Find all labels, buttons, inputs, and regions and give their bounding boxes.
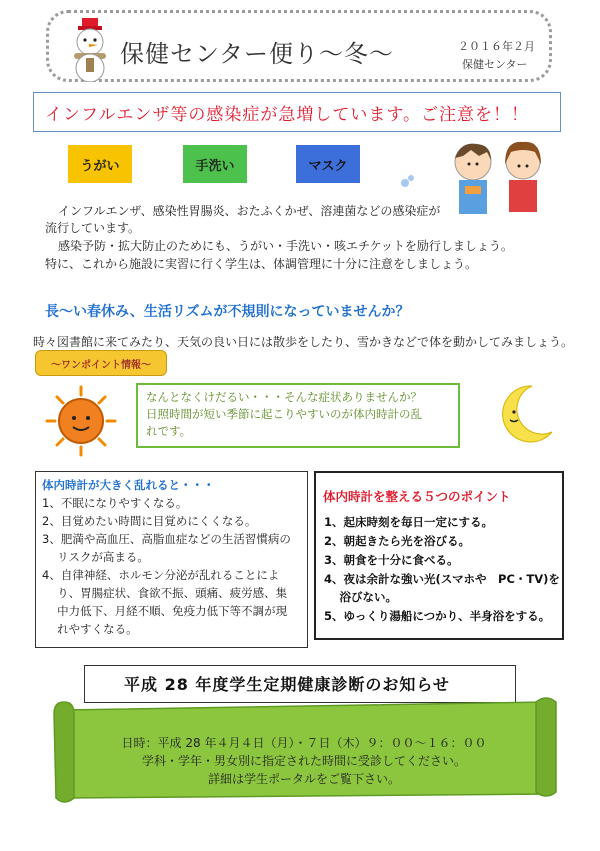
intro-line-3: 感染予防・拡大防止のためにも、うがい・手洗い・咳エチケットを励行しましょう。 — [58, 239, 513, 253]
moon-icon — [492, 382, 556, 446]
disorder-item: 2、目覚めたい時間に目覚めにくくなる。 — [42, 514, 257, 528]
sun-icon — [45, 385, 117, 457]
onepoint-label: ～ワンポイント情報～ — [35, 350, 167, 376]
point-item: 4、夜は余計な強い光(スマホや PC・TV)を — [324, 572, 560, 586]
issue-date: ２０１６年２月 — [458, 40, 535, 53]
intro-line-1: インフルエンザ、感染性胃腸炎、おたふくかぜ、溶連菌などの感染症が — [58, 204, 441, 218]
department-name: 保健センター — [462, 58, 528, 71]
tag-handwash: 手洗い — [183, 145, 247, 183]
disorder-item: 1、不眠になりやすくなる。 — [42, 496, 188, 510]
notice-line-2: 学科・学年・男女別に指定された時間に受診してください。 — [141, 754, 466, 768]
snowman-icon — [60, 14, 120, 82]
rhythm-description: 時々図書館に来てみたり、天気の良い日には散歩をしたり、雪かきなどで体を動かしてみましょう。 — [33, 335, 574, 349]
disorder-heading: 体内時計が大きく乱れると・・・ — [42, 478, 215, 492]
tag-gargle: うがい — [68, 145, 132, 183]
point-item: 1、起床時刻を毎日一定にする。 — [324, 515, 493, 529]
page-title: 保健センター便り～冬～ — [120, 40, 395, 68]
symptom-line-3: れです。 — [146, 424, 192, 438]
tag-mask: マスク — [296, 145, 360, 183]
disorder-item: 4、自律神経、ホルモン分泌が乱れることによ — [42, 568, 280, 582]
disorder-item: 3、肥満や高血圧、高脂血症などの生活習慣病の — [42, 532, 291, 546]
point-item: 浴びない。 — [324, 590, 398, 604]
points-heading: 体内時計を整える５つのポイント — [323, 489, 511, 504]
notice-line-1: 日時：平成 28 年４月４日（月）・７日（木）９：００～１６：００ — [121, 736, 487, 750]
point-item: 5、ゆっくり湯船につかり、半身浴をする。 — [324, 609, 551, 623]
disorder-item: り、胃腸症状、食欲不振、頭痛、疲労感、集 — [42, 586, 288, 600]
intro-line-4: 特に、これから施設に実習に行く学生は、体調管理に十分に注意をしましょう。 — [45, 257, 478, 271]
alert-text: インフルエンザ等の感染症が急増しています。ご注意を！！ — [45, 105, 529, 125]
point-item: 3、朝食を十分に食べる。 — [324, 553, 459, 567]
notice-line-3: 詳細は学生ポータルをご覧下さい。 — [207, 772, 400, 786]
disorder-item: リスクが高まる。 — [42, 550, 149, 564]
symptom-line-2: 日照時間が短い季節に起こりやすいのが体内時計の乱 — [146, 407, 422, 421]
disorder-item: れやすくなる。 — [42, 622, 138, 636]
rhythm-heading: 長～い春休み、生活リズムが不規則になっていませんか？ — [45, 304, 410, 320]
symptom-line-1: なんとなくけだるい・・・そんな症状ありませんか？ — [146, 390, 422, 404]
intro-line-2: 流行しています。 — [45, 221, 141, 235]
disorder-item: 中力低下、月経不順、免疫力低下等不調が現 — [42, 604, 288, 618]
notice-title: 平成 28 年度学生定期健康診断のお知らせ — [124, 675, 450, 694]
point-item: 2、朝起きたら光を浴びる。 — [324, 534, 471, 548]
